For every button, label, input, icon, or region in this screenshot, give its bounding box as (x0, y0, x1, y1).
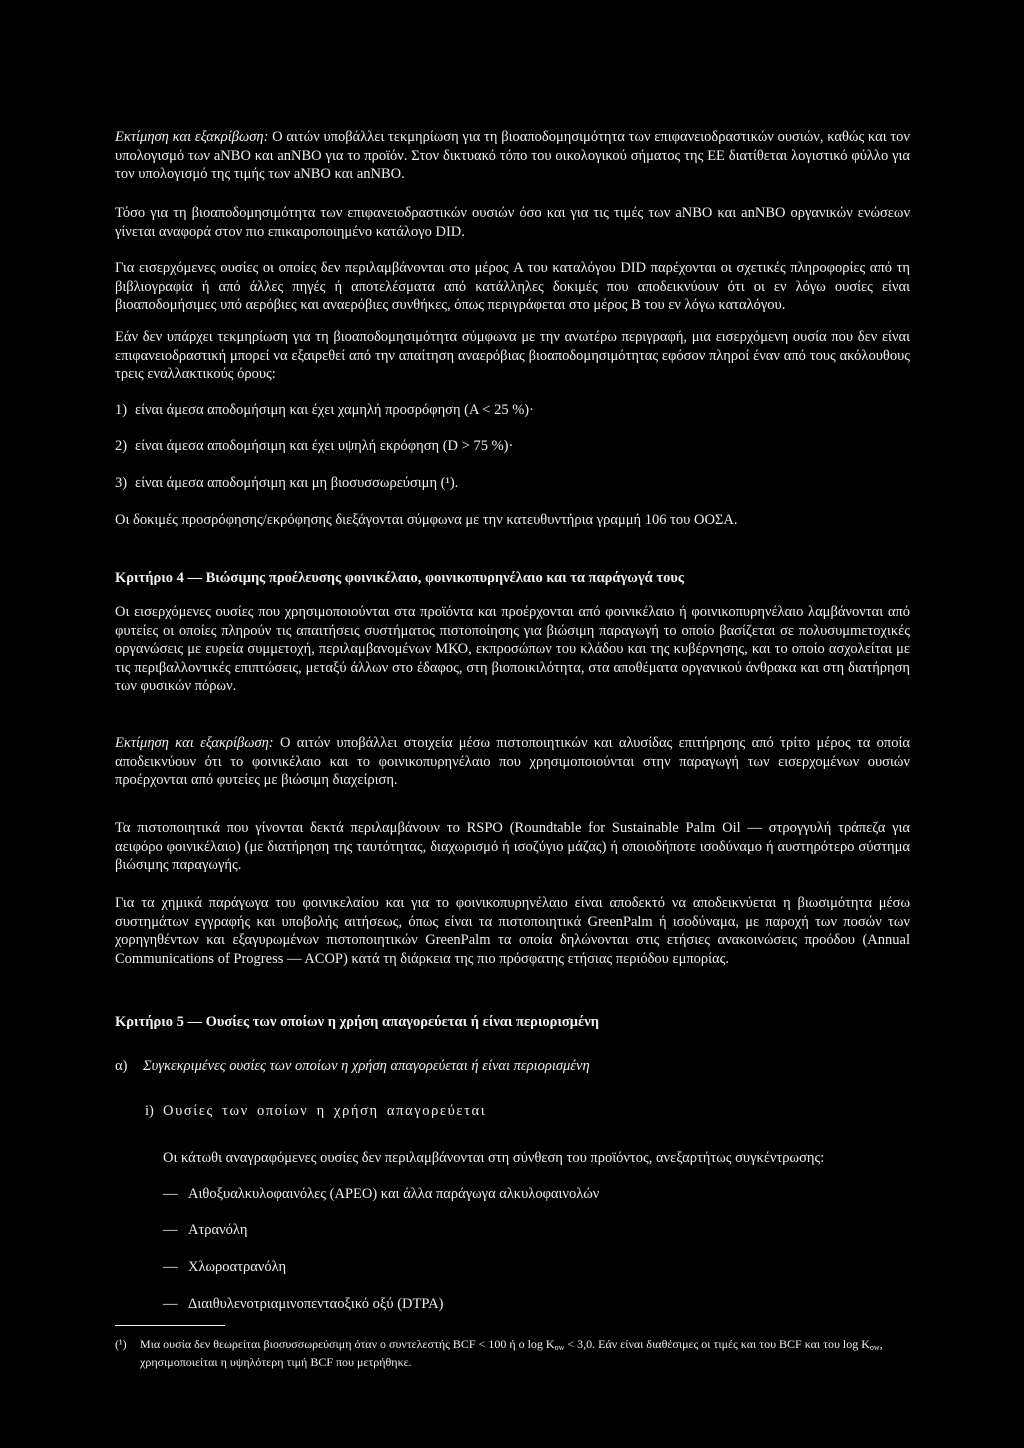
condition-item (115, 401, 534, 420)
footnote-part: Μια ουσία δεν θεωρείται βιοσυσσωρεύσιμη όταν ο συντελεστής BCF < 100 ή ο log K (140, 1337, 555, 1351)
criterion-4-certificates: Τα πιστοποιητικά που γίνονται δεκτά περιλαμβάνουν το RSPO (Roundtable for Sustainable Palm Oil — στρογγυλή τράπεζα για αειφόρο φοινικέλαιο) (με διατήρηση της ταυτότητας, διαχωρισμό ή ισοζύγιο μάζας) ή οποιοδήποτε ισοδύναμο ή αυστηρότερο σύστημα βιώσιμης παραγωγής. (115, 820, 910, 873)
prohibited-substance-item (163, 1221, 247, 1240)
prohibited-intro: Οι κάτωθι αναγραφόμενες ουσίες δεν περιλαμβάνονται στη σύνθεση του προϊόντος, ανεξαρτήτως συγκέντρωσης: (163, 1150, 825, 1166)
criterion-4-intro: Οι εισερχόμενες ουσίες που χρησιμοποιούνται στα προϊόντα και προέρχονται από φοινικέλαιο ή φοινικοπυρηνέλαιο λαμβάνονται από φυτείες οι οποίες πληρούν τις απαιτήσεις συστήματος πιστοποίησης για βιώσιμη παραγωγή το οποίο βασίζεται σε πολυσυμmετοχικές οργανώσεις με ευρεία συμμετοχή, περιλαμβανομένων ΜΚΟ, εκπροσώπων του κλάδου και της κυβέρνησης, και το οποίο ασχολείται με τις περιβαλλοντικές επιπτώσεις, μεταξύ άλλων στο έδαφος, στη βιοποικιλότητα, στα αποθέματα οργανικού άνθρακα και στη διατήρηση των φυσικών πόρων. (115, 604, 910, 694)
substance-name: Αιθοξυαλκυλοφαινόλες (APEO) και άλλα παράγωγα αλκυλοφαινολών (188, 1186, 600, 1202)
detergents-assessment-paragraph (115, 128, 910, 184)
condition-number: 2) (115, 438, 128, 454)
footnote-text (140, 1335, 910, 1371)
condition-text: είναι άμεσα αποδομήσιμη και έχει υψηλή εκρόφηση (D > 75 %)· (135, 438, 514, 454)
not-in-part-a-paragraph: Για εισερχόμενες ουσίες οι οποίες δεν περιλαμβάνονται στο μέρος A του καταλόγου DID παρέχονται οι σχετικές πληροφορίες από τη βιβλιογραφία ή από άλλες πηγές ή αποτελέσματα από κατάλληλες δοκιμές που αποδεικνύουν ότι οι εν λόγω ουσίες είναι βιοαποδομήσιμες υπό αερόβιες και αναερόβιες συνθήκες, όπως περιγράφεται στο μέρος B του εν λόγω καταλόγου. (115, 260, 910, 313)
condition-item (115, 474, 458, 493)
dash-marker: — (163, 1296, 178, 1312)
prohibited-substance-item (163, 1185, 599, 1204)
criterion-5-subsection-a (115, 1057, 590, 1076)
assessment-label: Εκτίμηση και εξακρίβωση: (115, 735, 274, 751)
no-documentation-paragraph: Εάν δεν υπάρχει τεκμηρίωση για τη βιοαποδομησιμότητα σύμφωνα με την ανωτέρω περιγραφή, μια εισερχόμενη ουσία που δεν είναι επιφανειοδραστική μπορεί να εξαιρεθεί από την απαίτηση αναερόβιας βιοαποδομησιμότητας εφόσον πληροί έναν από τους ακόλουθους τρεις εναλλακτικούς όρους: (115, 329, 910, 382)
prohibited-substance-item (163, 1258, 286, 1277)
oecd-note-paragraph: Οι δοκιμές προσρόφησης/εκρόφησης διεξάγονται σύμφωνα με την κατευθυντήρια γραμμή 106 του ΟΟΣΑ. (115, 512, 738, 528)
subsection-title: Συγκεκριμένες ουσίες των οποίων η χρήση απαγορεύεται ή είναι περιορισμένη (143, 1058, 590, 1074)
assessment-text: Ο αιτών υποβάλλει τεκμηρίωση για τη βιοαποδομησιμότητα των επιφανειοδραστικών ουσιών, καθώς και τον υπολογισμό των aNBO και anNBO για το προϊόν. Στον δικτυακό τόπο του οικολογικού σήματος της ΕΕ διατίθεται λογιστικό φύλλο για τον υπολογισμό της τιμής των aNBO και anNBO. (115, 129, 910, 182)
subsection-number: α) (115, 1058, 128, 1074)
footnote-part: < 3,0. Εάν είναι διαθέσιμες οι τιμές και του BCF και του log K (564, 1337, 870, 1351)
assessment-text: Ο αιτών υποβάλλει στοιχεία μέσω πιστοποιητικών και αλυσίδας επιτήρησης από τρίτο μέρος τα οποία αποδεικνύουν ότι το φοινικέλαιο και το φοινικοπυρηνέλαιο που χρησιμοποιούνται στην παραγωγή των εισερχομένων ουσιών προέρχονται από φυτείες με βιώσιμη διαχείριση. (115, 735, 910, 788)
footnote-marker: (¹) (115, 1337, 127, 1351)
dash-marker: — (163, 1259, 178, 1275)
condition-number: 1) (115, 402, 128, 418)
footnote-subscript: ow (554, 1343, 565, 1352)
assessment-label: Εκτίμηση και εξακρίβωση: (115, 129, 269, 145)
prohibited-substance-item (163, 1295, 443, 1314)
condition-number: 3) (115, 475, 128, 491)
did-reference-paragraph: Τόσο για τη βιοαποδομησιμότητα των επιφανειοδραστικών ουσιών όσο και για τις τιμές των aNBO και anNBO οργανικών ενώσεων γίνεται αναφορά στον πιο επικαιροποιημένο κατάλογο DID. (115, 205, 910, 240)
dash-marker: — (163, 1222, 178, 1238)
condition-text: είναι άμεσα αποδομήσιμη και έχει χαμηλή προσρόφηση (A < 25 %)· (135, 402, 534, 418)
footnote-part: , χρησιμοποιείται η υψηλότερη τιμή BCF που μετρήθηκε. (140, 1337, 883, 1369)
criterion-4-assessment (115, 734, 910, 790)
condition-text: είναι άμεσα αποδομήσιμη και μη βιοσυσσωρεύσιμη (¹). (135, 475, 459, 491)
subsection-number: i) (145, 1103, 154, 1119)
dash-marker: — (163, 1186, 178, 1202)
substance-name: Χλωροατρανόλη (188, 1259, 287, 1275)
criterion-5-subsection-i (145, 1102, 486, 1121)
footnote-separator (115, 1325, 225, 1326)
criterion-5-heading: Κριτήριο 5 — Ουσίες των οποίων η χρήση απαγορεύεται ή είναι περιορισμένη (115, 1014, 599, 1030)
substance-name: Ατρανόλη (188, 1222, 248, 1238)
criterion-4-derivatives: Για τα χημικά παράγωγα του φοινικελαίου και για το φοινικοπυρηνέλαιο είναι αποδεκτό να αποδεικνύεται η βιωσιμότητα μέσω συστημάτων εγγραφής και υποβολής αιτήσεως, όπως είναι τα πιστοποιητικά GreenPalm ή ισοδύναμα, με παροχή των ποσών των χορηγηθέντων και εξαγυρωμένων πιστοποιητικών GreenPalm τα οποία δηλώνονται στις ετήσιες ανακοινώσεις προόδου (Annual Communications of Progress — ACOP) κατά τη διάρκεια της πιο πρόσφατης ετήσιας περιόδου εμπορίας. (115, 895, 910, 967)
subsection-title: Ουσίες των οποίων η χρήση απαγορεύεται (163, 1103, 487, 1119)
substance-name: Διαιθυλενοτριαμινοπενταοξικό οξύ (DTPA) (188, 1296, 444, 1312)
footnote-subscript: ow (869, 1343, 880, 1352)
condition-item (115, 437, 513, 456)
criterion-4-heading: Κριτήριο 4 — Βιώσιμης προέλευσης φοινικέλαιο, φοινικοπυρηνέλαιο και τα παράγωγά τους (115, 570, 684, 586)
